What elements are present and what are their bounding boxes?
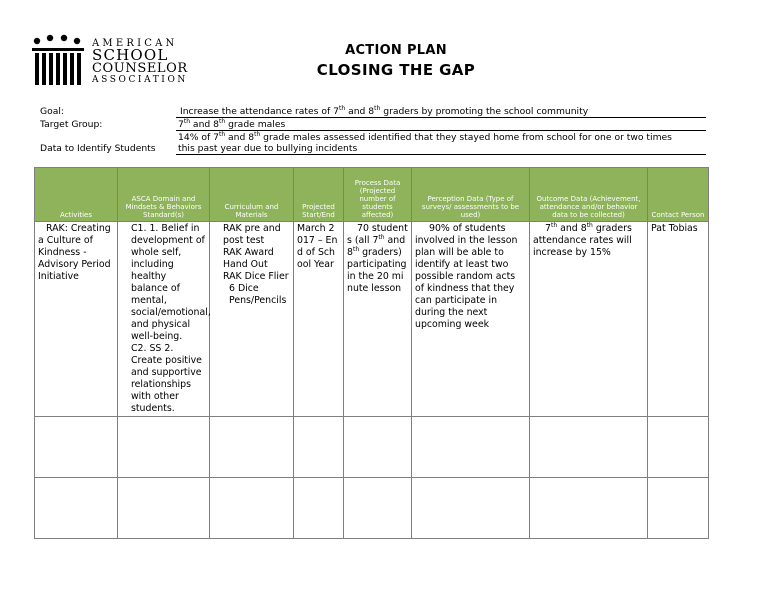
logo-line-1: AMERICAN	[92, 38, 178, 49]
data-label: Data to Identify Students	[40, 143, 156, 154]
cell-activities: RAK: Creating a Culture of Kindness - Advisory Period Initiative	[35, 222, 118, 417]
header-perception-data: Perception Data (Type of surveys/ assessments to be used)	[412, 168, 530, 222]
data-value-line-2: this past year due to bullying incidents	[178, 143, 358, 154]
header-curriculum: Curriculum and Materials	[210, 168, 294, 222]
cell-curriculum	[210, 222, 294, 417]
goal-value: Increase the attendance rates of 7th and 8th graders by promoting the school community	[180, 104, 589, 117]
cell-start-end: March 2017 – End of School Year	[294, 222, 344, 417]
header-process-data: Process Data (Projected number of students affected)	[344, 168, 412, 222]
standard-2: C2. SS 2. Create positive and supportive relationships with other students.	[131, 343, 202, 414]
page-title-top: ACTION PLAN	[345, 43, 447, 58]
curriculum-item: RAK pre and post test	[223, 223, 281, 246]
page-title-main: CLOSING THE GAP	[316, 61, 476, 79]
header-outcome-data: Outcome Data (Achievement, attendance and/or behavior data to be collected)	[530, 168, 648, 222]
table-row	[35, 417, 709, 478]
target-group-label: Target Group:	[40, 119, 103, 130]
header-standards: ASCA Domain and Mindsets & Behaviors Standard(s)	[118, 168, 210, 222]
curriculum-item: RAK Dice Flier	[223, 271, 289, 282]
cell-outcome-data: 7th and 8th graders attendance rates will increase by 15%	[530, 222, 648, 417]
target-group-value: 7th and 8th grade males	[178, 117, 286, 130]
header-contact: Contact Person	[648, 168, 709, 222]
cell-perception-data: 90% of students involved in the lesson plan will be able to identify at least two possible random acts of kindness that they can participate in during the next upcoming week	[412, 222, 530, 417]
data-value-line-1: 14% of 7th and 8th grade males assessed identified that they stayed home from school for one or two times	[178, 130, 672, 143]
standard-1: C1. 1. Belief in development of whole self, including healthy balance of mental, social/emotional, and physical well-being.	[131, 223, 211, 342]
logo-line-3: COUNSELOR	[92, 61, 188, 76]
curriculum-item: RAK Award Hand Out	[223, 247, 274, 270]
cell-process-data: 70 students (all 7th and 8th graders) participating in the 20 minute lesson	[344, 222, 412, 417]
cell-standards	[118, 222, 210, 417]
cell-contact: Pat Tobias	[648, 222, 709, 417]
curriculum-item: 6 Dice	[229, 283, 259, 294]
goal-underline	[176, 117, 706, 118]
table-header-row	[35, 168, 709, 222]
header-start-end: Projected Start/End	[294, 168, 344, 222]
logo-wordmark	[92, 38, 188, 86]
curriculum-item: Pens/Pencils	[229, 295, 287, 306]
table-row	[35, 222, 709, 417]
logo-line-2: SCHOOL	[92, 46, 169, 64]
data-underline	[176, 154, 706, 155]
goal-label: Goal:	[40, 106, 65, 117]
header-activities: Activities	[35, 168, 118, 222]
table-row	[35, 478, 709, 539]
logo-line-4: ASSOCIATION	[92, 75, 188, 85]
action-plan-table	[34, 167, 709, 539]
